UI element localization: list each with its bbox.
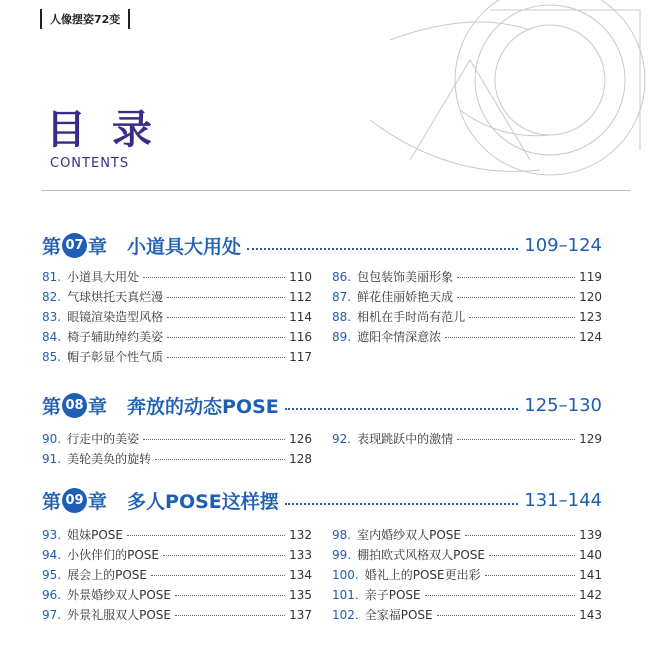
chapter-page-range: 131–144 [524,489,602,511]
title-divider [42,190,630,191]
entry-page: 117 [289,350,312,364]
entry-page: 116 [289,330,312,344]
entry-title: 亲子POSE [364,588,421,602]
toc-entry-82[interactable] [42,288,312,308]
entry-number: 81. [42,270,62,284]
entry-number: 91. [42,452,62,466]
entry-title: 表现跳跃中的激情 [357,432,454,446]
entry-title: 美轮美奂的旋转 [67,452,152,466]
leader-dots [457,277,575,278]
toc-entry-83[interactable] [42,308,312,328]
toc-entry-94[interactable] [42,546,312,566]
leader-dots [175,615,285,616]
leader-dots [285,408,519,410]
entry-page: 126 [289,432,312,446]
toc-entry-81[interactable] [42,268,312,288]
running-header [40,8,130,30]
entry-number: 90. [42,432,62,446]
entry-page: 123 [579,310,602,324]
entry-page: 133 [289,548,312,562]
entry-page: 110 [289,270,312,284]
entry-number: 100. [332,568,359,582]
toc-entry-98[interactable] [332,526,602,546]
chapter-07-entries [42,268,602,368]
entry-title: 婚礼上的POSE更出彩 [364,568,481,582]
entry-number: 102. [332,608,359,622]
toc-entry-91[interactable] [42,450,312,470]
entry-number: 92. [332,432,352,446]
entry-page: 120 [579,290,602,304]
leader-dots [167,357,285,358]
toc-entry-87[interactable] [332,288,602,308]
entry-page: 137 [289,608,312,622]
entry-page: 142 [579,588,602,602]
chapter-prefix: 第 [42,490,62,513]
entry-page: 114 [289,310,312,324]
leader-dots [167,317,285,318]
entry-page: 135 [289,588,312,602]
entry-number: 89. [332,330,352,344]
chapter-title: 多人POSE这样摆 [127,490,279,513]
entry-number: 95. [42,568,62,582]
chapter-number-badge: 07 [62,233,87,258]
toc-entry-89[interactable] [332,328,602,348]
chapter-page-range: 109–124 [524,234,602,256]
leader-dots [457,297,575,298]
chapter-suffix: 章 [88,490,108,513]
entry-title: 椅子辅助绰约美姿 [67,330,164,344]
entry-title: 外景礼服双人POSE [67,608,171,622]
leader-dots [489,555,575,556]
entry-page: 143 [579,608,602,622]
chapter-number-badge: 09 [62,488,87,513]
toc-title: 目 录 [46,107,158,153]
entry-title: 遮阳伞情深意浓 [357,330,442,344]
entry-number: 99. [332,548,352,562]
chapter-08-entries [42,430,602,470]
entry-title: 包包装饰美丽形象 [357,270,454,284]
leader-dots [127,535,285,536]
toc-entry-101[interactable] [332,586,602,606]
entry-number: 85. [42,350,62,364]
leader-dots [437,615,575,616]
entry-number: 83. [42,310,62,324]
entry-title: 室内婚纱双人POSE [357,528,461,542]
chapter-title: 小道具大用处 [127,235,242,258]
toc-entry-102[interactable] [332,606,602,626]
entry-title: 全家福POSE [364,608,433,622]
entry-page: 134 [289,568,312,582]
entry-title: 姐妹POSE [67,528,123,542]
leader-dots [247,248,518,250]
chapter-09-entries [42,526,602,626]
toc-entry-92[interactable] [332,430,602,450]
leader-dots [445,337,575,338]
leader-dots [465,535,575,536]
toc-entry-85[interactable] [42,348,312,368]
toc-entry-95[interactable] [42,566,312,586]
entry-title: 鲜花佳丽娇艳天成 [357,290,454,304]
leader-dots [155,459,285,460]
entry-page: 129 [579,432,602,446]
leader-dots [457,439,575,440]
toc-entry-99[interactable] [332,546,602,566]
entry-title: 相机在手时尚有范儿 [357,310,466,324]
leader-dots [167,297,285,298]
toc-entry-100[interactable] [332,566,602,586]
entry-title: 行走中的美姿 [67,432,140,446]
entry-page: 112 [289,290,312,304]
chapter-page-range: 125–130 [524,394,602,416]
entry-title: 眼镜渲染造型风格 [67,310,164,324]
toc-entry-88[interactable] [332,308,602,328]
chapter-08-heading[interactable] [42,390,602,420]
toc-subtitle: CONTENTS [50,156,130,171]
camera-sketch-illustration [350,0,650,190]
entry-number: 88. [332,310,352,324]
entry-page: 141 [579,568,602,582]
entry-number: 97. [42,608,62,622]
header-divider-right [128,9,130,29]
leader-dots [469,317,575,318]
chapter-09-heading[interactable] [42,485,602,515]
entry-title: 小伙伴们的POSE [67,548,159,562]
entry-number: 87. [332,290,352,304]
toc-entry-97[interactable] [42,606,312,626]
toc-entry-90[interactable] [42,430,312,450]
leader-dots [167,337,285,338]
entry-title: 外景婚纱双人POSE [67,588,171,602]
chapter-title: 奔放的动态POSE [127,395,279,418]
entry-title: 气球烘托天真烂漫 [67,290,164,304]
entry-page: 119 [579,270,602,284]
toc-entry-93[interactable] [42,526,312,546]
chapter-07-heading[interactable] [42,230,602,260]
entry-number: 86. [332,270,352,284]
chapter-number-badge: 08 [62,393,87,418]
entry-page: 139 [579,528,602,542]
leader-dots [151,575,285,576]
leader-dots [143,439,285,440]
leader-dots [285,503,519,505]
entry-number: 82. [42,290,62,304]
chapter-suffix: 章 [88,395,108,418]
chapter-prefix: 第 [42,235,62,258]
toc-entry-96[interactable] [42,586,312,606]
entry-title: 展会上的POSE [67,568,147,582]
entry-number: 84. [42,330,62,344]
entry-title: 小道具大用处 [67,270,140,284]
chapter-suffix: 章 [88,235,108,258]
entry-page: 124 [579,330,602,344]
leader-dots [175,595,285,596]
leader-dots [143,277,285,278]
entry-number: 101. [332,588,359,602]
entry-title: 帽子彰显个性气质 [67,350,164,364]
leader-dots [485,575,575,576]
book-title: 人像摆姿72变 [50,13,121,26]
entry-number: 96. [42,588,62,602]
entry-title: 棚拍欧式风格双人POSE [357,548,485,562]
entry-number: 94. [42,548,62,562]
entry-number: 98. [332,528,352,542]
entry-page: 128 [289,452,312,466]
entry-page: 140 [579,548,602,562]
toc-entry-84[interactable] [42,328,312,348]
entry-page: 132 [289,528,312,542]
entry-number: 93. [42,528,62,542]
leader-dots [163,555,285,556]
toc-entry-86[interactable] [332,268,602,288]
chapter-prefix: 第 [42,395,62,418]
leader-dots [425,595,575,596]
